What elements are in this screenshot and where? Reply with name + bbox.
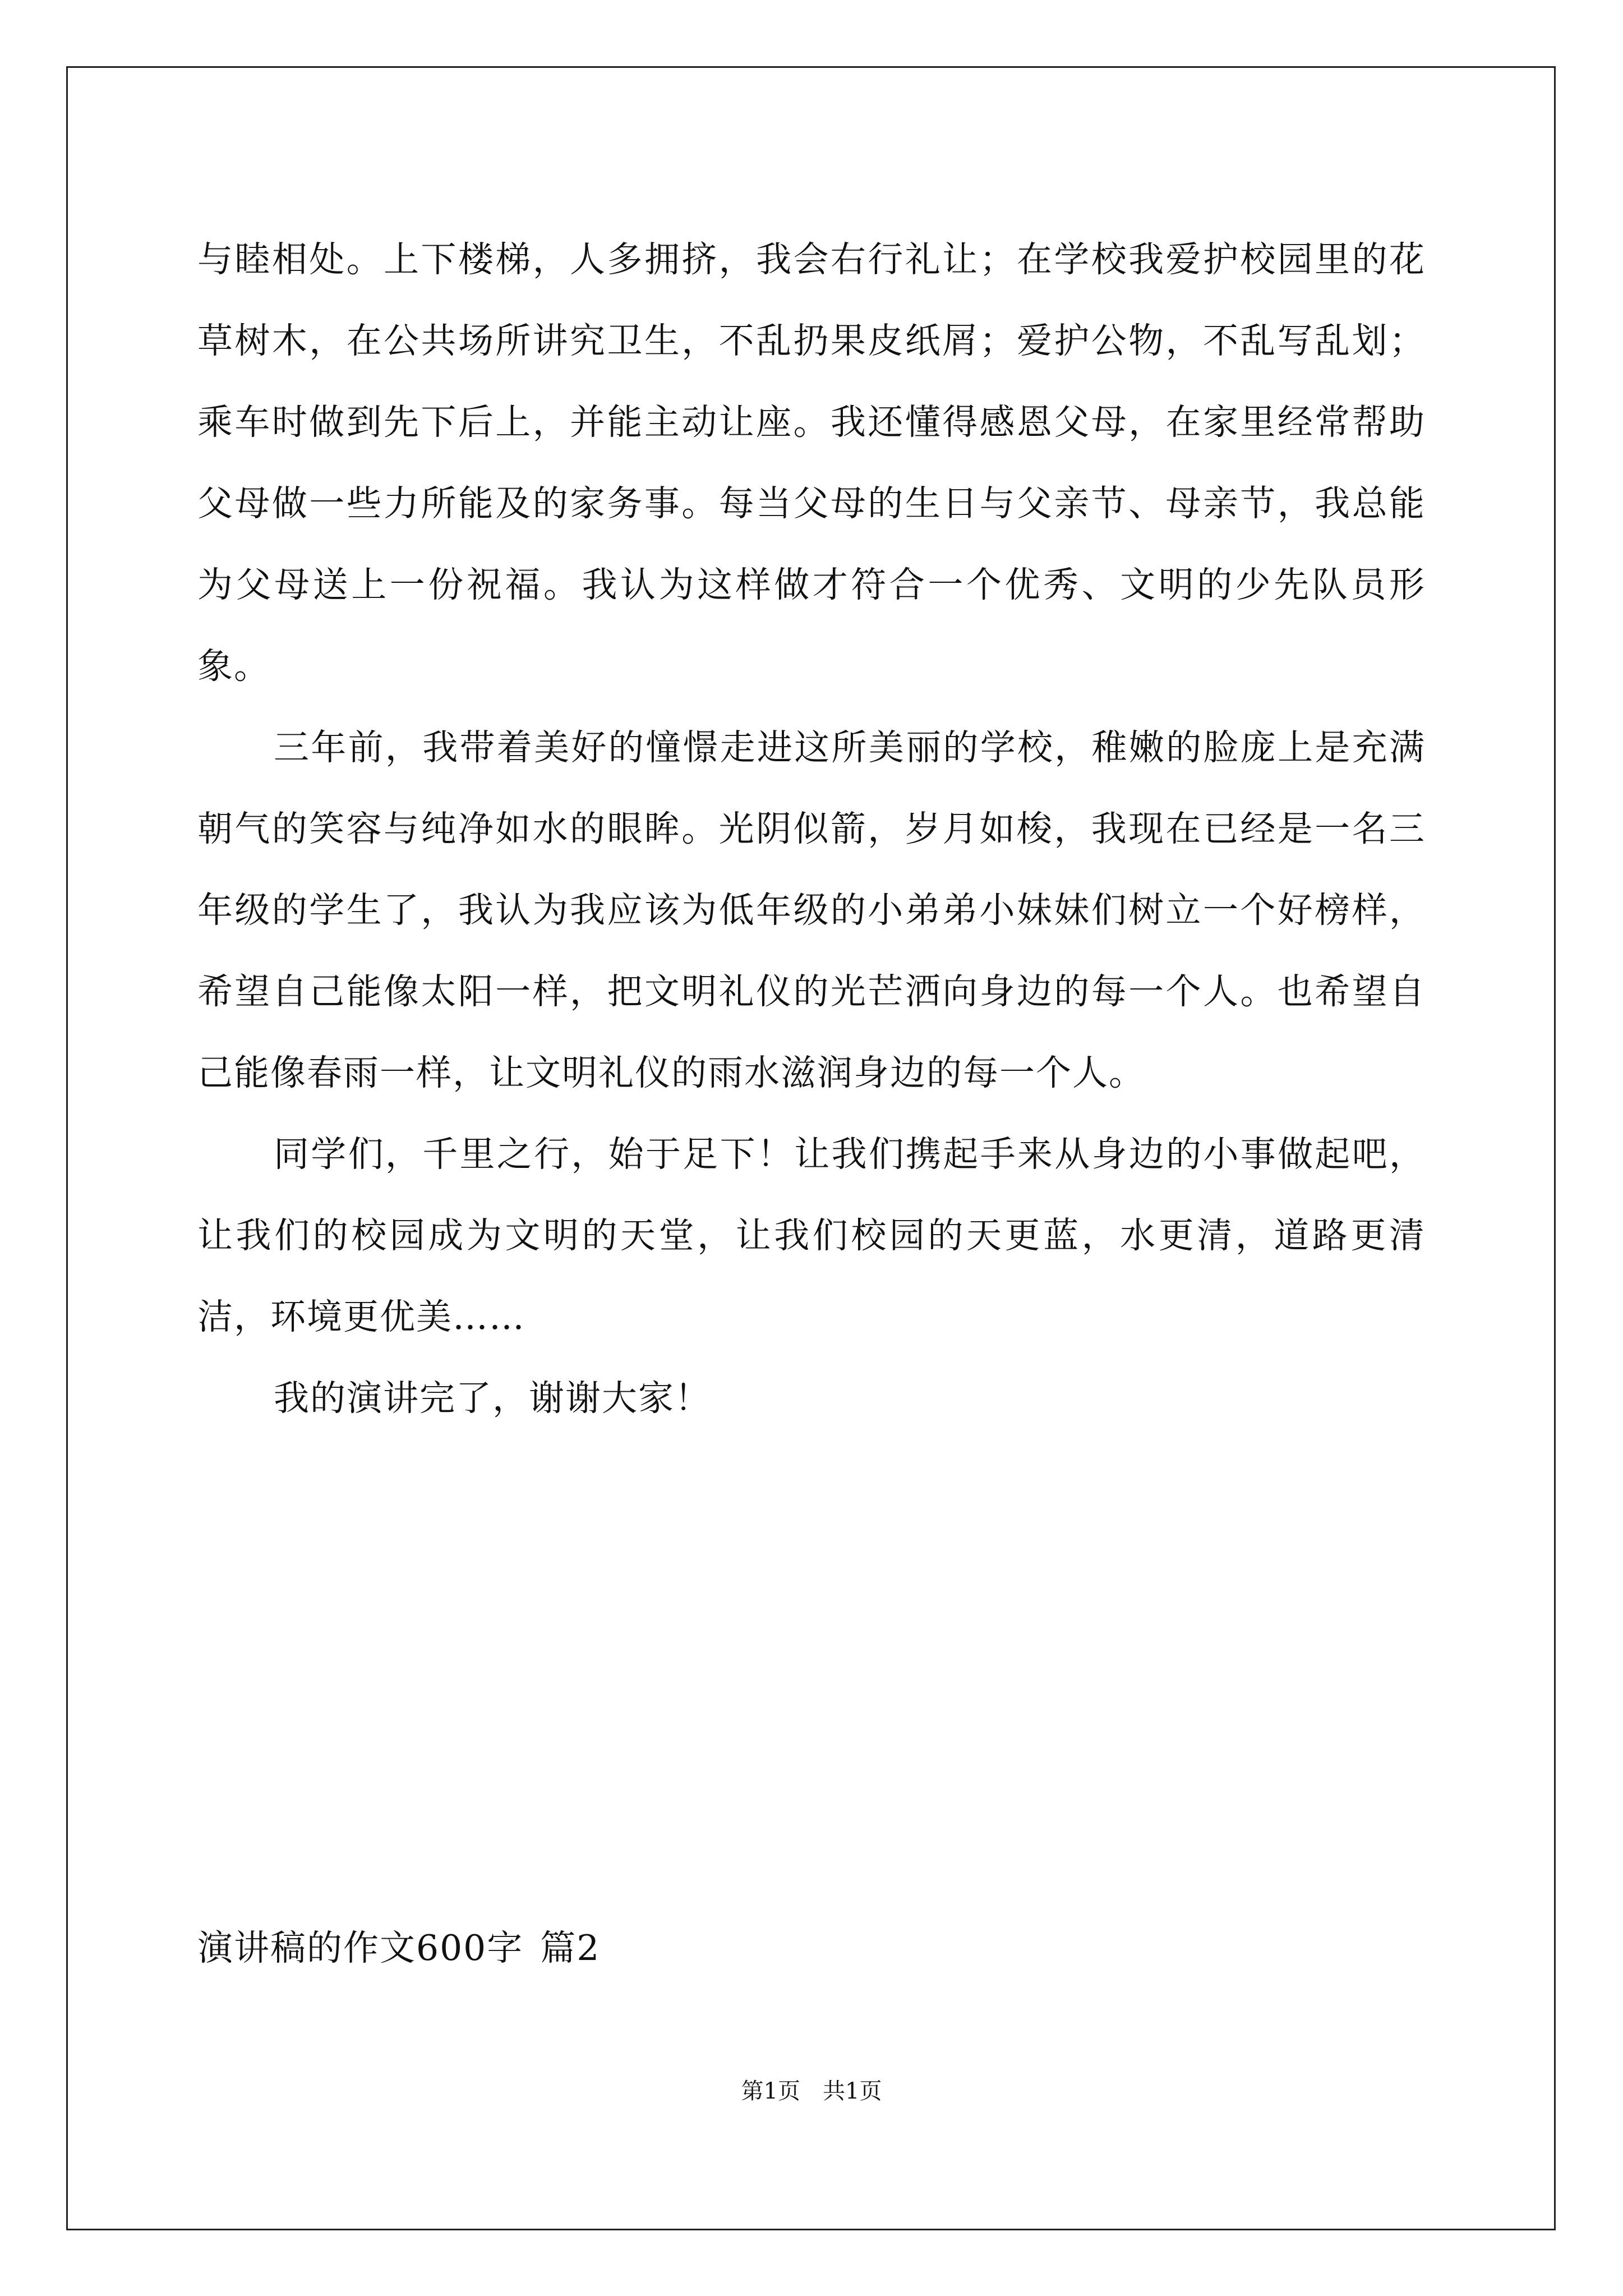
section-heading-part: 篇2 <box>540 1927 601 1968</box>
section-heading-title: 演讲稿的作文600字 <box>197 1927 524 1968</box>
paragraph-2: 三年前，我带着美好的憧憬走进这所美丽的学校，稚嫩的脸庞上是充满朝气的笑容与纯净如水的眼眸。光阴似箭，岁月如梭，我现在已经是一名三年级的学生了，我认为我应该为低年级的小弟弟小妹妹们树立一个好榜样，希望自己能像太阳一样，把文明礼仪的光芒洒向身边的每一个人。也希望自己能像春雨一样，让文明礼仪的雨水滋润身边的每一个人。 <box>197 727 1426 1093</box>
paragraph-3: 同学们，千里之行，始于足下！让我们携起手来从身边的小事做起吧，让我们的校园成为文明的天堂，让我们校园的天更蓝，水更清，道路更清洁，环境更优美…… <box>197 1134 1426 1337</box>
section-heading <box>197 1917 600 1979</box>
paragraph-1: 与睦相处。上下楼梯，人多拥挤，我会右行礼让；在学校我爱护校园里的花草树木，在公共场所讲究卫生，不乱扔果皮纸屑；爱护公物，不乱写乱划；乘车时做到先下后上，并能主动让座。我还懂得感恩父母，在家里经常帮助父母做一些力所能及的家务事。每当父母的生日与父亲节、母亲节，我总能为父母送上一份祝福。我认为这样做才符合一个优秀、文明的少先队员形象。 <box>197 239 1426 687</box>
page-number-total: 共1页 <box>823 2078 882 2104</box>
page-number-current: 第1页 <box>741 2078 800 2104</box>
document-body <box>197 219 1426 1439</box>
paragraph-4: 我的演讲完了，谢谢大家！ <box>274 1378 711 1419</box>
page-footer <box>0 2074 1623 2108</box>
